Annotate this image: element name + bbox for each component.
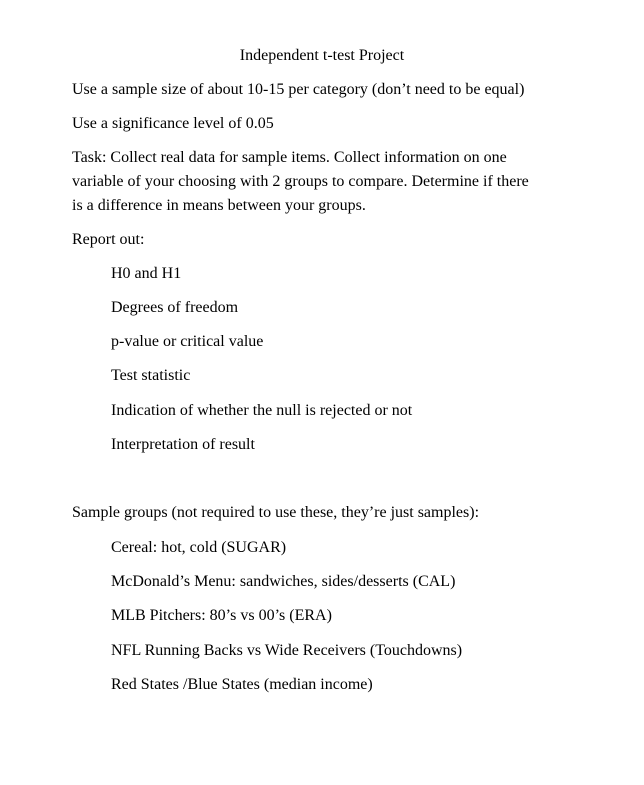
report-item-hypotheses: H0 and H1	[111, 265, 182, 282]
report-item-interpretation: Interpretation of result	[111, 436, 255, 453]
report-item-degrees-of-freedom: Degrees of freedom	[111, 299, 239, 316]
instruction-sample-size: Use a sample size of about 10-15 per category (don’t need to be equal)	[72, 81, 525, 98]
sample-item-states: Red States /Blue States (median income)	[111, 676, 373, 693]
task-line-3: is a difference in means between your groups.	[72, 197, 366, 214]
task-line-2: variable of your choosing with 2 groups to compare. Determine if there	[72, 173, 529, 190]
sample-item-mlb: MLB Pitchers: 80’s vs 00’s (ERA)	[111, 607, 332, 624]
instruction-significance-level: Use a significance level of 0.05	[72, 115, 274, 132]
task-line-1: Task: Collect real data for sample items. Collect information on one	[72, 149, 507, 166]
document-title: Independent t-test Project	[239, 47, 405, 64]
sample-item-cereal: Cereal: hot, cold (SUGAR)	[111, 539, 287, 556]
sample-item-nfl: NFL Running Backs vs Wide Receivers (Touchdowns)	[111, 642, 463, 659]
samples-heading: Sample groups (not required to use these, they’re just samples):	[72, 504, 480, 521]
sample-item-mcdonalds: McDonald’s Menu: sandwiches, sides/desserts (CAL)	[111, 573, 456, 590]
report-item-test-statistic: Test statistic	[111, 367, 191, 384]
report-heading: Report out:	[72, 231, 145, 248]
report-item-p-value: p-value or critical value	[111, 333, 264, 350]
report-item-null-rejection: Indication of whether the null is rejected or not	[111, 402, 413, 419]
